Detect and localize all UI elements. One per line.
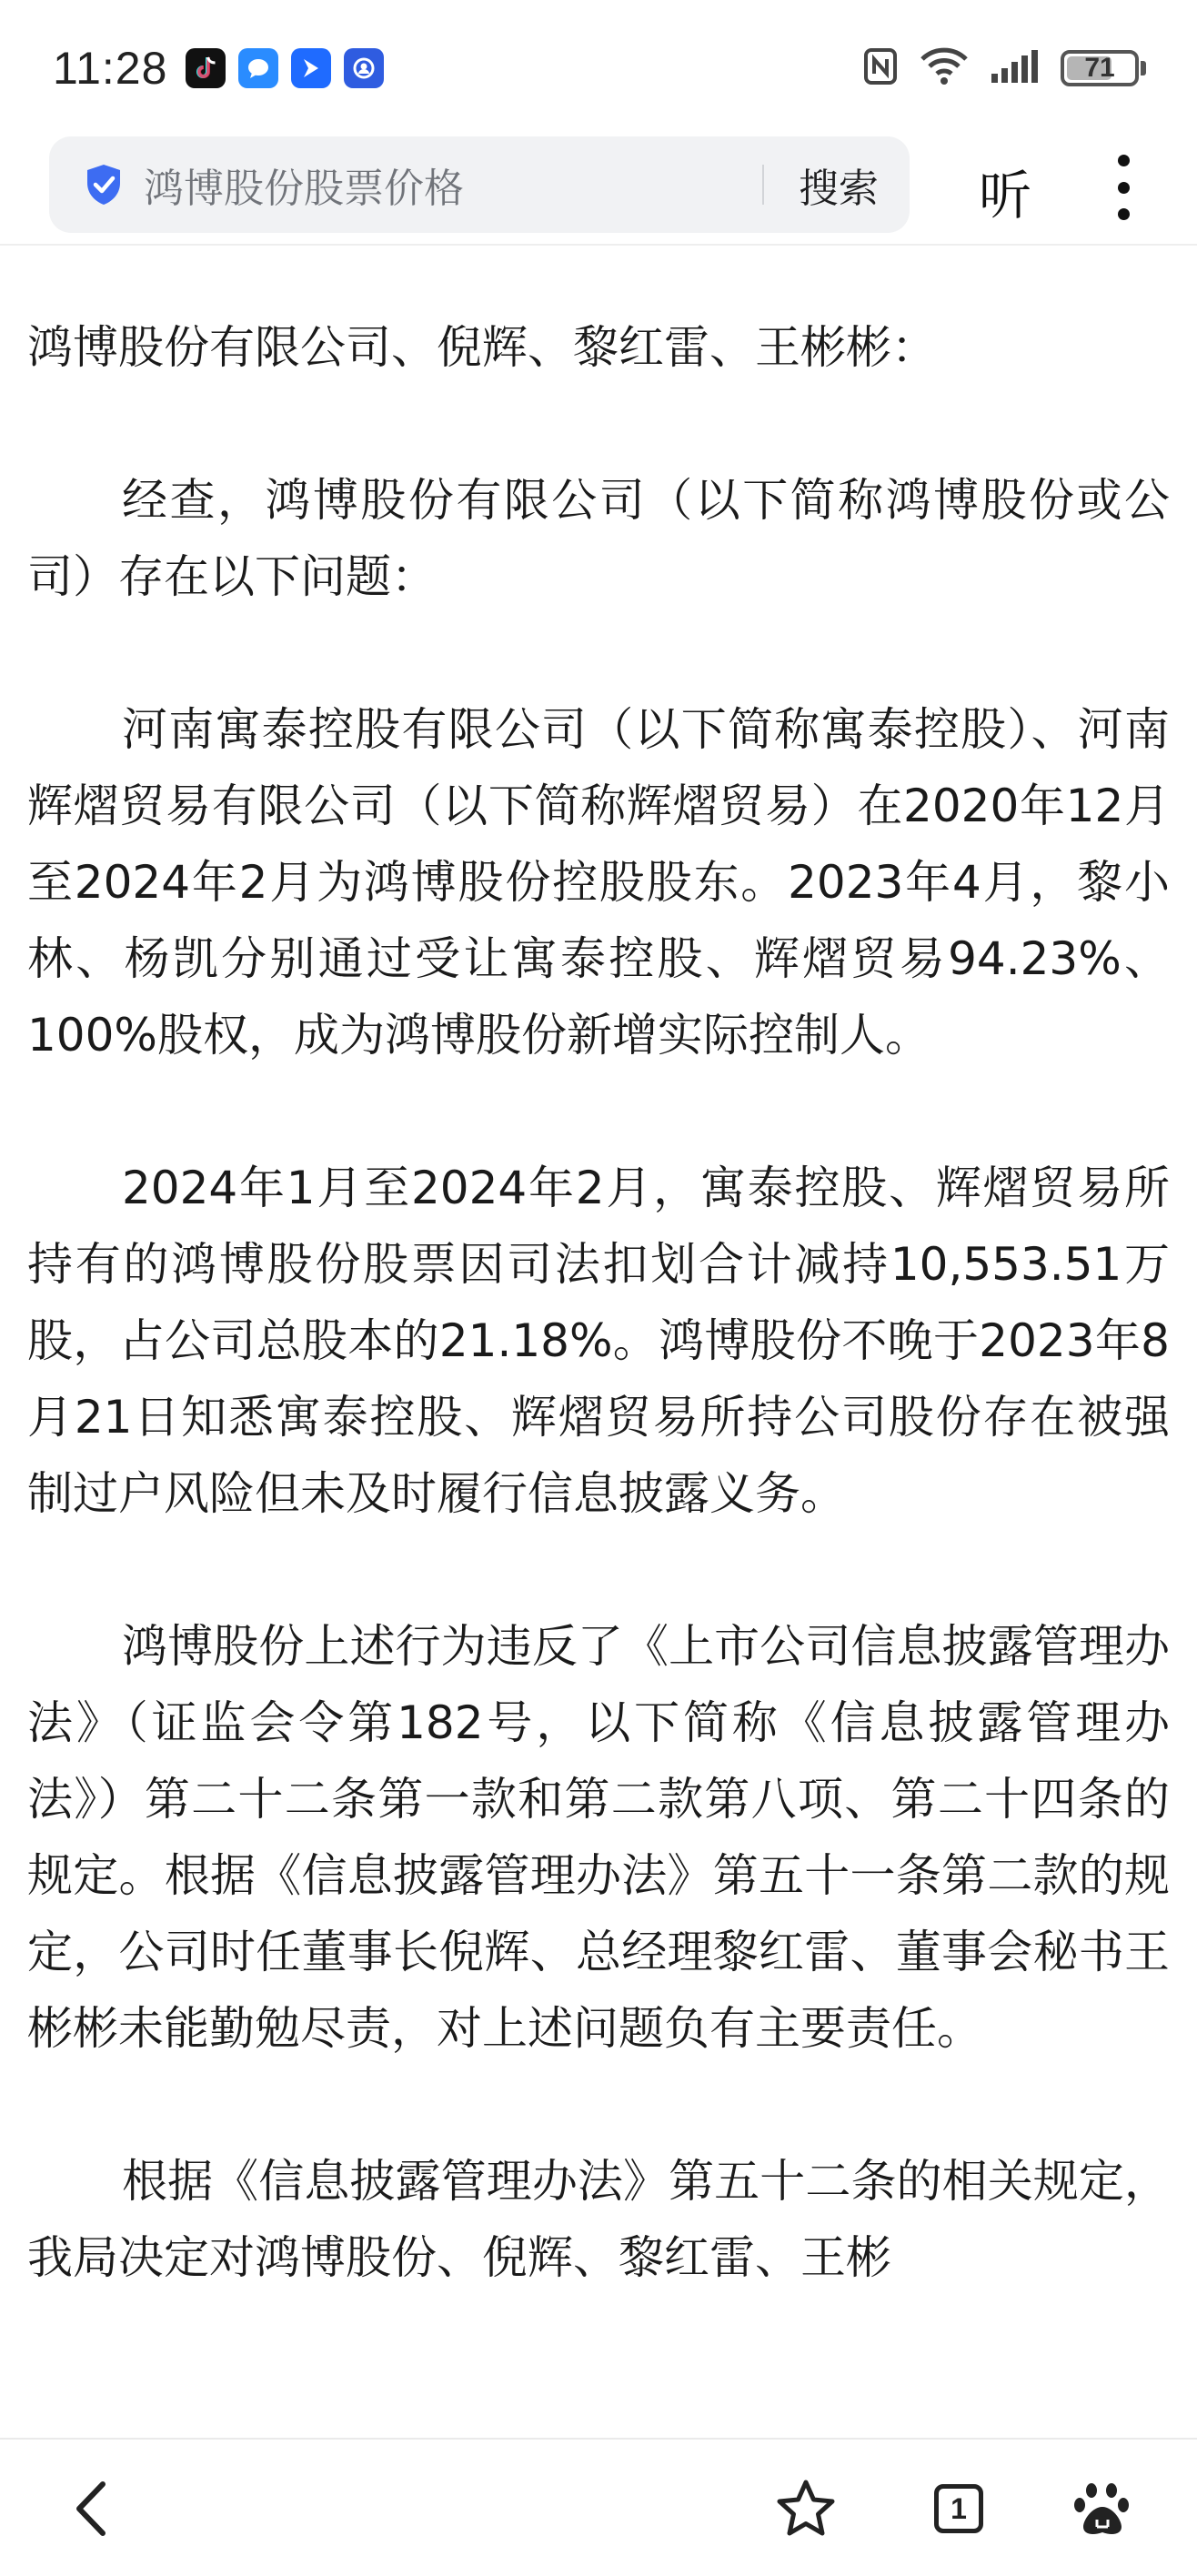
status-bar bbox=[0, 0, 1197, 136]
more-vertical-icon[interactable] bbox=[1101, 155, 1146, 220]
article-paragraph: 河南寓泰控股有限公司（以下简称寓泰控股）、河南辉熠贸易有限公司（以下简称辉熠贸易）在2020年12月至2024年2月为鸿博股份控股股东。2023年4月，黎小林、杨凯分别通过受让寓泰控股、辉熠贸易94.23%、100%股权，成为鸿博股份新增实际控制人。 bbox=[27, 703, 1170, 1062]
bottom-navigation bbox=[0, 2438, 1197, 2576]
search-query-text[interactable]: 鸿博股份股票价格 bbox=[144, 166, 464, 212]
battery-icon bbox=[1061, 50, 1146, 86]
article-paragraph: 根据《信息披露管理办法》第五十二条的相关规定，我局决定对鸿博股份、倪辉、黎红雷、王彬 bbox=[27, 2155, 1170, 2284]
search-divider bbox=[762, 165, 764, 205]
lark-icon bbox=[291, 48, 331, 88]
tab-switcher-button[interactable] bbox=[922, 2472, 995, 2545]
wifi-icon bbox=[919, 46, 970, 90]
search-button[interactable]: 搜索 bbox=[799, 166, 879, 212]
article-body bbox=[27, 309, 1170, 2429]
back-arrow-icon[interactable] bbox=[55, 2472, 127, 2545]
message-bubble-icon bbox=[238, 48, 278, 88]
signal-icon bbox=[990, 48, 1041, 88]
battery-body bbox=[1061, 50, 1139, 86]
listen-button[interactable]: 听 bbox=[979, 165, 1032, 226]
baidu-paw-icon[interactable] bbox=[1066, 2472, 1139, 2545]
article-salutation: 鸿博股份有限公司、倪辉、黎红雷、王彬彬： bbox=[27, 321, 937, 374]
status-time: 11:28 bbox=[53, 43, 168, 94]
article-paragraph: 2024年1月至2024年2月，寓泰控股、辉熠贸易所持有的鸿博股份股票因司法扣划合计减持10,553.51万股，占公司总股本的21.18%。鸿博股份不晚于2023年8月21日知悉寓泰控股、辉熠贸易所持公司股份存在被强制过户风险但未及时履行信息披露义务。 bbox=[27, 1162, 1170, 1520]
header-divider bbox=[0, 244, 1197, 246]
system-status bbox=[862, 46, 1146, 90]
tiktok-icon bbox=[186, 48, 226, 88]
browser-toolbar bbox=[0, 136, 1197, 238]
security-shield-icon bbox=[84, 163, 124, 206]
tab-count: 1 bbox=[934, 2484, 983, 2533]
article-paragraph: 经查，鸿博股份有限公司（以下简称鸿博股份或公司）存在以下问题： bbox=[27, 474, 1170, 603]
battery-level: 71 bbox=[1084, 53, 1115, 83]
app-shield-icon bbox=[344, 48, 384, 88]
star-icon[interactable] bbox=[770, 2472, 842, 2545]
nfc-icon bbox=[862, 46, 899, 90]
search-box[interactable] bbox=[49, 136, 910, 233]
notification-icons bbox=[186, 48, 384, 88]
article-paragraph: 鸿博股份上述行为违反了《上市公司信息披露管理办法》（证监会令第182号，以下简称《信息披露管理办法》）第二十二条第一款和第二款第八项、第二十四条的规定。根据《信息披露管理办法》第五十一条第二款的规定，公司时任董事长倪辉、总经理黎红雷、董事会秘书王彬彬未能勤勉尽责，对上述问题负有主要责任。 bbox=[27, 1620, 1170, 2055]
battery-cap bbox=[1141, 61, 1146, 75]
